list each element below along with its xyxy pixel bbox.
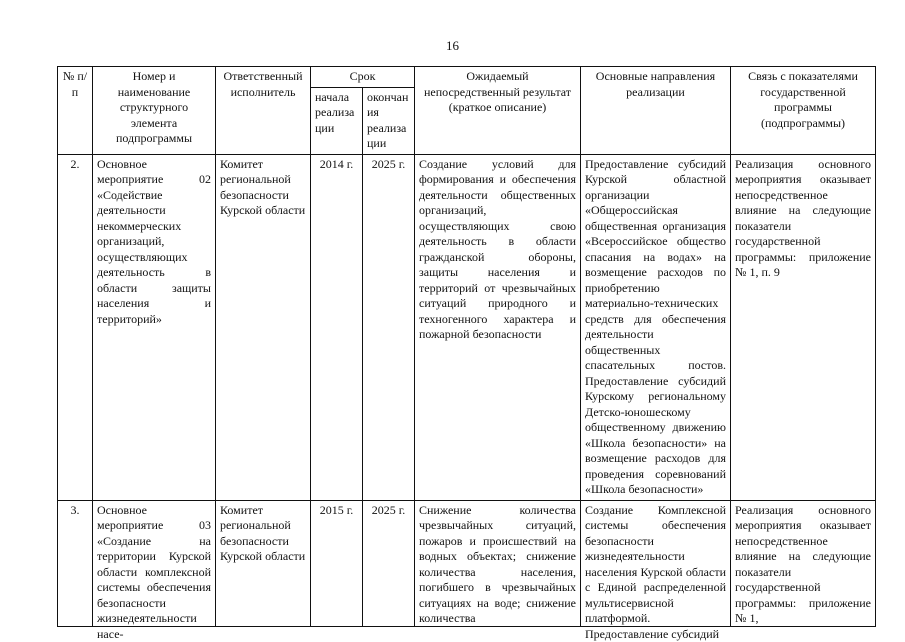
row-result: Создание условий для формирования и обеспечения деятельности общественных организаций, осуществляющих свою деятельность в области гражданской обороны, защиты населения и территорий от чрезвычайных ситуаций природного и техногенного характера и пожарной безопасности	[415, 154, 581, 500]
row-link	[731, 500, 876, 626]
row-element: Основное мероприятие 02 «Содействие деятельности некоммерческих организаций, осуществляющих деятельность в области защиты населения и территорий»	[93, 154, 216, 500]
row-end	[363, 500, 415, 626]
row-start: 2014 г.	[311, 154, 363, 500]
row-num	[58, 500, 93, 626]
row-end-text: 2025 г.	[371, 502, 406, 517]
row-end: 2025 г.	[363, 154, 415, 500]
header-element: Номер и наименование структурного элемента подпрограммы	[93, 67, 216, 155]
row-link-text: Реализация основного мероприятия оказывает непосредственное влияние на следующие показатели государственной программы: приложение № 1,	[735, 502, 871, 625]
header-end: окончания реализации	[363, 87, 415, 154]
row-num-text: 3.	[70, 502, 80, 517]
header-row	[58, 67, 876, 88]
header-link: Связь с показателями государственной программы (подпрограммы)	[731, 67, 876, 155]
header-num: № п/п	[58, 67, 93, 155]
header-result: Ожидаемый непосредственный результат (краткое описание)	[415, 67, 581, 155]
header-term: Срок	[311, 67, 415, 88]
row-executor	[216, 500, 311, 626]
row-start	[311, 500, 363, 626]
row-num: 2.	[58, 154, 93, 500]
row-directions-text: Создание Комплексной системы обеспечения безопасности жизнедеятельности населения Курской области с Единой распределенной мультисервисной платформой. Предоставление субсидий	[585, 502, 726, 641]
row-result	[415, 500, 581, 626]
row-start-text: 2015 г.	[319, 502, 354, 517]
program-table	[57, 66, 876, 641]
row-element-text: Основное мероприятие 03 «Создание на территории Курской области комплексной системы обеспечения безопасности жизнедеятельности насе-	[97, 502, 211, 641]
table-row	[58, 154, 876, 500]
table-row	[58, 500, 876, 626]
row-link: Реализация основного мероприятия оказывает непосредственное влияние на следующие показатели государственной программы: приложение № 1, п. 9	[731, 154, 876, 500]
row-executor: Комитет региональной безопасности Курской области	[216, 154, 311, 500]
page-number: 16	[446, 38, 459, 53]
header-executor: Ответственный исполнитель	[216, 67, 311, 155]
row-executor-text: Комитет региональной безопасности Курской области	[220, 502, 306, 563]
row-directions	[581, 500, 731, 641]
row-directions: Предоставление субсидий Курской областной организации «Общероссийская общественная организация «Всероссийское общество спасания на водах» на возмещение расходов по приобретению материально-технических средств для обеспечения деятельности общественных спасательных постов. Предоставление субсидий Курскому региональному Детско-юношескому общественному движению «Школа безопасности» на возмещение расходов для проведения соревнований «Школа безопасности»	[581, 154, 731, 500]
row-result-text: Снижение количества чрезвычайных ситуаций, пожаров и происшествий на водных объектах; снижение количества населения, погибшего в чрезвычайных ситуациях на воде; снижение количества	[419, 502, 576, 625]
header-start: начала реализации	[311, 87, 363, 154]
header-directions: Основные направления реализации	[581, 67, 731, 155]
row-element	[93, 500, 216, 641]
